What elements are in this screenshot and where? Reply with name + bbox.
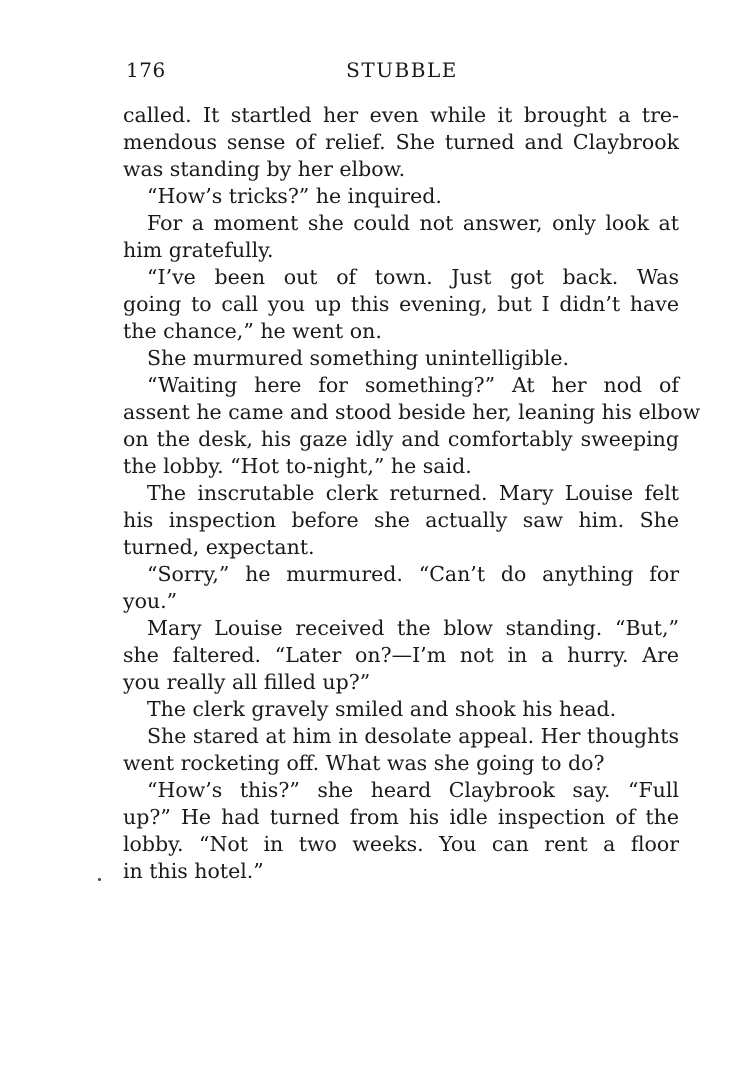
text-line: turned, expectant. bbox=[123, 535, 315, 559]
page-header bbox=[126, 58, 678, 86]
text-line: The inscrutable clerk returned. Mary Louise felt bbox=[147, 481, 679, 505]
text-line: went rocketing off. What was she going to do? bbox=[123, 751, 605, 775]
text-line: up?” He had turned from his idle inspection of the bbox=[123, 805, 679, 829]
text-line: on the desk, his gaze idly and comfortably sweeping bbox=[123, 427, 679, 451]
text-line: For a moment she could not answer, only look at bbox=[147, 211, 679, 235]
ink-speck bbox=[98, 878, 101, 881]
text-line: She murmured something unintelligible. bbox=[147, 346, 570, 370]
text-line: his inspection before she actually saw him. She bbox=[123, 508, 679, 532]
text-line: Mary Louise received the blow standing. “But,” bbox=[147, 616, 679, 640]
text-line: you really all filled up?” bbox=[123, 670, 371, 694]
text-line: She stared at him in desolate appeal. Her thoughts bbox=[147, 724, 679, 748]
text-line: mendous sense of relief. She turned and Claybrook bbox=[123, 130, 679, 154]
text-line: was standing by her elbow. bbox=[123, 157, 406, 181]
text-line: The clerk gravely smiled and shook his head. bbox=[147, 697, 617, 721]
text-line: him gratefully. bbox=[123, 238, 274, 262]
running-title: STUBBLE bbox=[346, 58, 458, 82]
text-line: the lobby. “Hot to-night,” he said. bbox=[123, 454, 472, 478]
text-line: “I’ve been out of town. Just got back. Was bbox=[147, 265, 679, 289]
text-line: “Waiting here for something?” At her nod of bbox=[147, 373, 679, 397]
text-line: you.” bbox=[123, 589, 178, 613]
body-text bbox=[123, 102, 701, 885]
text-line: she faltered. “Later on?—I’m not in a hurry. Are bbox=[123, 643, 679, 667]
text-line: “How’s this?” she heard Claybrook say. “Full bbox=[147, 778, 679, 802]
text-line: “Sorry,” he murmured. “Can’t do anything for bbox=[147, 562, 679, 586]
text-line: lobby. “Not in two weeks. You can rent a floor bbox=[123, 832, 679, 856]
text-line: assent he came and stood beside her, leaning his elbow bbox=[123, 400, 701, 424]
text-line: called. It startled her even while it brought a tre- bbox=[123, 103, 679, 127]
text-line: the chance,” he went on. bbox=[123, 319, 382, 343]
page-number: 176 bbox=[126, 58, 166, 82]
text-line: in this hotel.” bbox=[123, 859, 264, 883]
text-line: going to call you up this evening, but I didn’t have bbox=[123, 292, 679, 316]
text-line: “How’s tricks?” he inquired. bbox=[147, 184, 442, 208]
